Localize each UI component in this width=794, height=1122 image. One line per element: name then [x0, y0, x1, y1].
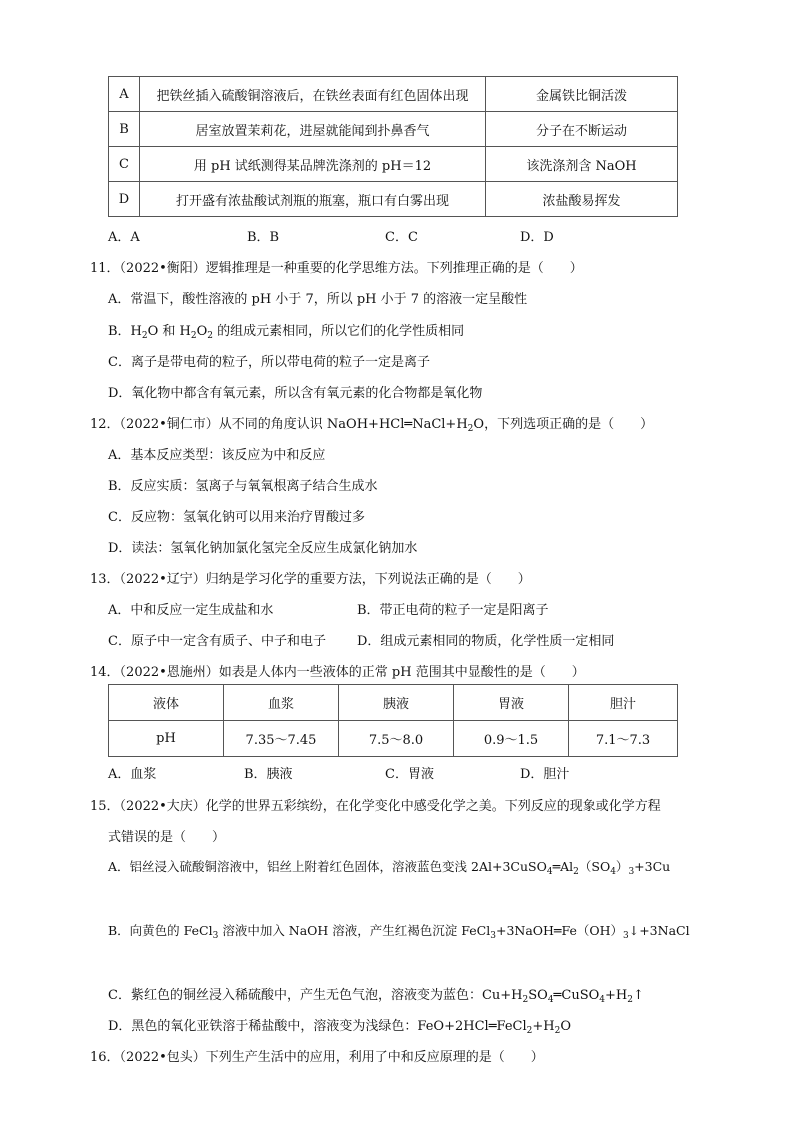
- value-cell: 0.9～1.5: [454, 721, 569, 757]
- header-cell: 胆汁: [569, 685, 678, 721]
- q14-choice-a: A．血浆: [108, 767, 157, 782]
- value-cell: 7.35～7.45: [224, 721, 339, 757]
- header-cell: 血浆: [224, 685, 339, 721]
- q12-option-a: A．基本反应类型：该反应为中和反应: [108, 448, 326, 463]
- q12-stem: 12．（2022•铜仁市）从不同的角度认识 $NaOH+HCl═NaCl+H_2O$，下列选项正确的是（ ）: [90, 417, 654, 434]
- q15-stem-line2: 式错误的是（ ）: [108, 830, 226, 845]
- q14-stem: 14．（2022•恩施州）如表是人体内一些液体的正常 pH 范围其中显酸性的是（ ）: [90, 665, 585, 680]
- row-phenomenon: 用 pH 试纸测得某品牌洗涤剂的 pH＝12: [140, 147, 486, 182]
- q13-option-c: C．原子中一定含有质子、中子和电子: [108, 634, 326, 649]
- q14-choice-c: C．胃液: [385, 767, 434, 782]
- table-row: [109, 112, 678, 147]
- table-row: [109, 721, 678, 757]
- q12-option-d: D．读法：氢氧化钠加氯化氢完全反应生成氯化钠加水: [108, 541, 418, 556]
- q13-option-b: B．带正电荷的粒子一定是阳离子: [357, 603, 549, 618]
- row-key: B: [109, 112, 140, 147]
- q11-stem: 11．（2022•衡阳）逻辑推理是一种重要的化学思维方法。下列推理正确的是（ ）: [90, 261, 583, 276]
- q12-option-c: C．反应物：氢氧化钠可以用来治疗胃酸过多: [108, 510, 365, 525]
- q14-choice-d: D．胆汁: [520, 767, 570, 782]
- value-cell: pH: [109, 721, 224, 757]
- q11-option-a: A．常温下，酸性溶液的 pH 小于 7，所以 pH 小于 7 的溶液一定呈酸性: [108, 292, 528, 307]
- q11-option-b: B．$H_2O$ 和 $H_2O_2$ 的组成元素相同，所以它们的化学性质相同: [108, 324, 465, 341]
- table-row: [109, 182, 678, 217]
- q13-option-d: D．组成元素相同的物质，化学性质一定相同: [357, 634, 615, 649]
- table-row: [109, 77, 678, 112]
- row-phenomenon: 把铁丝插入硫酸铜溶液后，在铁丝表面有红色固体出现: [140, 77, 486, 112]
- q12-option-b: B．反应实质：氢离子与氧氧根离子结合生成水: [108, 479, 378, 494]
- q10-choice-b: B．B: [247, 230, 280, 245]
- q15-stem-line1: 15．（2022•大庆）化学的世界五彩缤纷，在化学变化中感受化学之美。下列反应的现象或化学方程: [90, 799, 661, 814]
- table-row: [109, 685, 678, 721]
- row-key: C: [109, 147, 140, 182]
- q15-option-b: B．向黄色的 FeCl$_3$ 溶液中加入 NaOH 溶液，产生红褐色沉淀 $FeCl_3+3NaOH═Fe(OH)_3↓+3NaCl$: [108, 923, 690, 941]
- row-phenomenon: 打开盛有浓盐酸试剂瓶的瓶塞，瓶口有白雾出现: [140, 182, 486, 217]
- q15-option-c: C．紫红色的铜丝浸入稀硫酸中，产生无色气泡，溶液变为蓝色：$Cu+H_2SO_4═CuSO_4+H_2↑$: [108, 988, 644, 1005]
- q11-option-d: D．氧化物中都含有氧元素，所以含有氧元素的化合物都是氧化物: [108, 386, 483, 401]
- q16-stem: 16．（2022•包头）下列生产生活中的应用，利用了中和反应原理的是（ ）: [90, 1050, 544, 1065]
- row-phenomenon: 居室放置茉莉花，进屋就能闻到扑鼻香气: [140, 112, 486, 147]
- q10-choice-c: C．C: [385, 230, 418, 245]
- header-cell: 胰液: [339, 685, 454, 721]
- q15-option-a: A．铝丝浸入硫酸铜溶液中，铝丝上附着红色固体，溶液蓝色变浅 $2Al+3CuSO_4═Al_2(SO_4)_3+3Cu$: [108, 859, 671, 877]
- header-cell: 液体: [109, 685, 224, 721]
- row-explanation: 分子在不断运动: [486, 112, 678, 147]
- value-cell: 7.1～7.3: [569, 721, 678, 757]
- q13-stem: 13．（2022•辽宁）归纳是学习化学的重要方法，下列说法正确的是（ ）: [90, 572, 531, 587]
- table-row: [109, 147, 678, 182]
- q10-choice-a: A．A: [108, 230, 140, 245]
- q10-choice-d: D．D: [520, 230, 554, 245]
- q14-choice-b: B．胰液: [244, 767, 293, 782]
- row-explanation: 浓盐酸易挥发: [486, 182, 678, 217]
- row-key: A: [109, 77, 140, 112]
- ph-table: [108, 684, 678, 757]
- header-cell: 胃液: [454, 685, 569, 721]
- row-key: D: [109, 182, 140, 217]
- value-cell: 7.5～8.0: [339, 721, 454, 757]
- q11-option-c: C．离子是带电荷的粒子，所以带电荷的粒子一定是离子: [108, 355, 430, 370]
- row-explanation: 该洗涤剂含 NaOH: [486, 147, 678, 182]
- q10-table: [108, 76, 678, 217]
- q13-option-a: A．中和反应一定生成盐和水: [108, 603, 274, 618]
- row-explanation: 金属铁比铜活泼: [486, 77, 678, 112]
- q15-option-d: D．黑色的氧化亚铁溶于稀盐酸中，溶液变为浅绿色：$FeO+2HCl═FeCl_2+H_2O$: [108, 1019, 571, 1036]
